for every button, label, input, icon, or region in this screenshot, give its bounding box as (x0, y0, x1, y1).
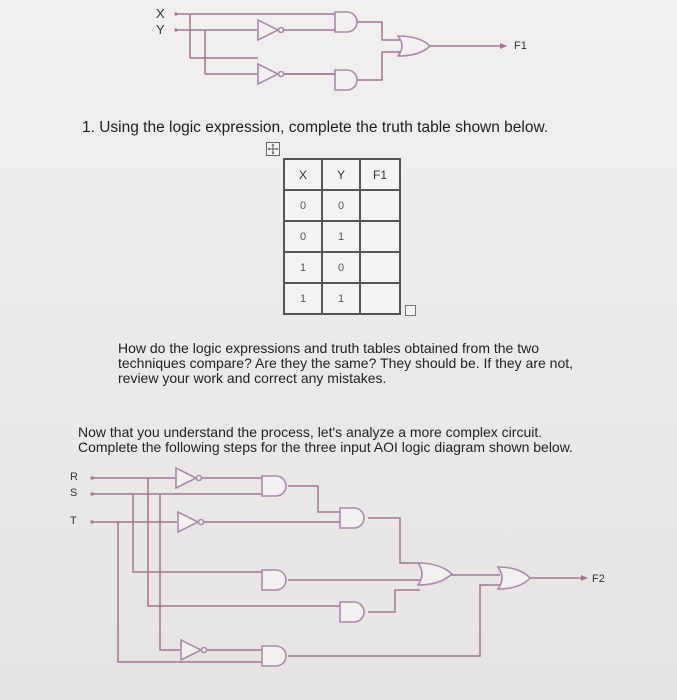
header-y: Y (322, 159, 360, 190)
output-label-f2: F2 (592, 573, 605, 585)
header-x: X (284, 159, 322, 190)
input-label-t: T (70, 515, 77, 527)
cell-y[interactable]: 1 (322, 221, 360, 252)
input-label-r: R (70, 471, 78, 483)
input-label-x: X (156, 6, 165, 21)
input-label-y: Y (156, 22, 165, 37)
paragraph-line: techniques compare? Are they the same? They should be. If they are not, (118, 355, 574, 371)
cell-y[interactable]: 0 (322, 252, 360, 283)
paragraph-line: How do the logic expressions and truth tables obtained from the two (118, 340, 540, 356)
header-f1: F1 (360, 159, 400, 190)
question-1-text: 1. Using the logic expression, complete the truth table shown below. (82, 119, 549, 136)
output-label-f1: F1 (514, 40, 527, 52)
cell-y[interactable]: 0 (322, 190, 360, 221)
paragraph-line: Now that you understand the process, let's analyze a more complex circuit. (78, 424, 543, 440)
cell-y[interactable]: 1 (322, 283, 360, 314)
cell-x[interactable]: 0 (284, 190, 322, 221)
paragraph-line: review your work and correct any mistakes. (118, 370, 387, 386)
input-label-s: S (70, 487, 78, 499)
cell-x[interactable]: 1 (284, 252, 322, 283)
cell-x[interactable]: 0 (284, 221, 322, 252)
paragraph-line: Complete the following steps for the three input AOI logic diagram shown below. (78, 439, 573, 455)
cell-x[interactable]: 1 (284, 283, 322, 314)
